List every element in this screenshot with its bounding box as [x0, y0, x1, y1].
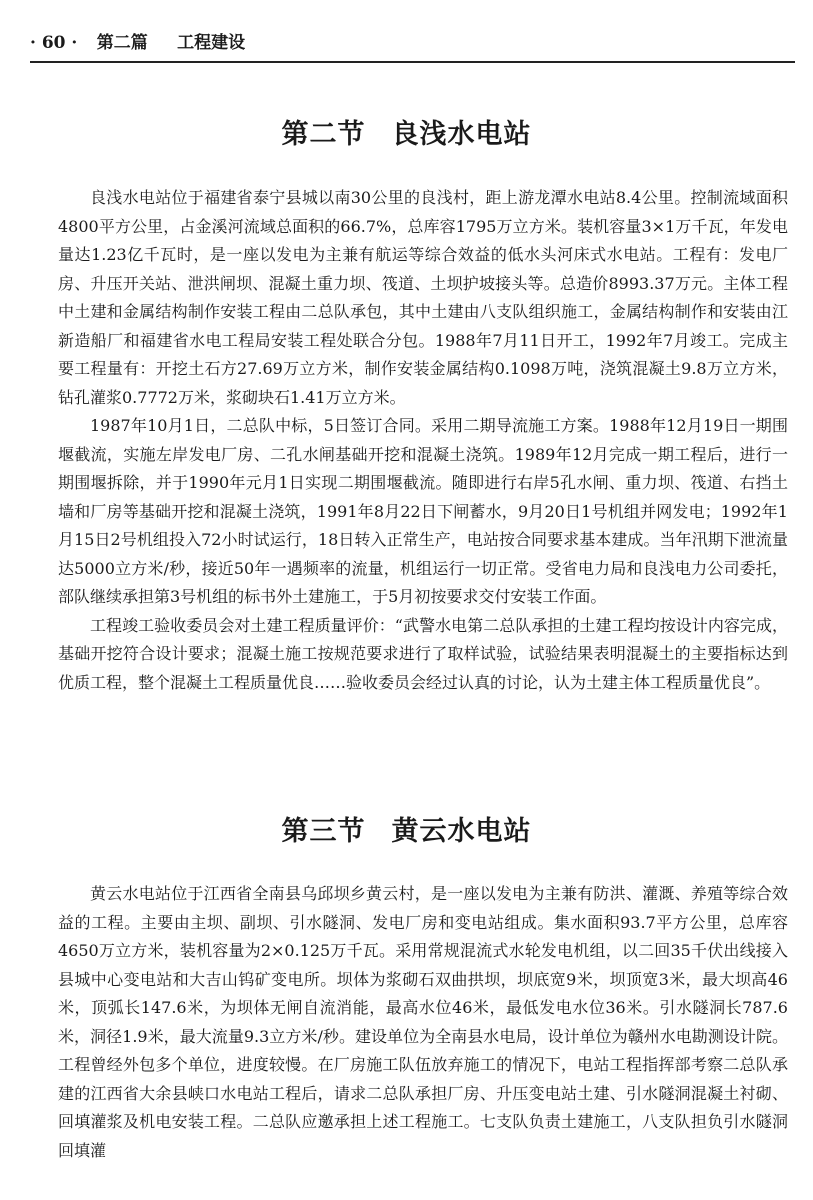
part-title: 第二篇	[96, 33, 148, 53]
running-head	[30, 30, 790, 56]
paragraph: 良浅水电站位于福建省泰宁县城以南30公里的良浅村，距上游龙潭水电站8.4公里。控制流域面积4800平方公里，占金溪河流域总面积的66.7%，总库容1795万立方米。装机容量3×1万千瓦，年发电量达1.23亿千瓦时，是一座以发电为主兼有航运等综合效益的低水头河床式水电站。工程有：发电厂房、升压开关站、泄洪闸坝、混凝土重力坝、筏道、土坝护坡接头等。总造价8993.37万元。主体工程中土建和金属结构制作安装工程由二总队承包，其中土建由八支队组织施工，金属结构制作和安装由江新造船厂和福建省水电工程局安装工程处联合分包。1988年7月11日开工，1992年7月竣工。完成主要工程量有：开挖土石方27.69万立方米，制作安装金属结构0.1098万吨，浇筑混凝土9.8万立方米，钻孔灌浆0.7772万米，浆砌块石1.41万立方米。	[58, 188, 788, 407]
section-3-heading	[0, 814, 813, 850]
section-2-title: 良浅水电站	[391, 119, 532, 150]
section-2-heading	[0, 117, 813, 153]
header-rule	[30, 61, 795, 63]
section-3-title: 黄云水电站	[391, 816, 532, 847]
paragraph: 工程竣工验收委员会对土建工程质量评价：“武警水电第二总队承担的土建工程均按设计内容完成，基础开挖符合设计要求；混凝土施工按规范要求进行了取样试验，试验结果表明混凝土的主要指标达到优质工程，整个混凝土工程质量优良……验收委员会经过认真的讨论，认为土建主体工程质量优良”。	[58, 615, 788, 692]
section-2-label: 第二节	[281, 119, 366, 150]
page-number: · 60 ·	[30, 33, 78, 53]
paragraph: 黄云水电站位于江西省全南县乌邱坝乡黄云村，是一座以发电为主兼有防洪、灌溉、养殖等综合效益的工程。主要由主坝、副坝、引水隧洞、发电厂房和变电站组成。集水面积93.7平方公里，总库容4650万立方米，装机容量为2×0.125万千瓦。采用常规混流式水轮发电机组，以二回35千伏出线接入县城中心变电站和大吉山钨矿变电所。坝体为浆砌石双曲拱坝，坝底宽9米，坝顶宽3米，最大坝高46米，顶弧长147.6米，为坝体无闸自流消能，最高水位46米，最低发电水位36米。引水隧洞长787.6米，洞径1.9米，最大流量9.3立方米/秒。建设单位为全南县水电局，设计单位为赣州水电勘测设计院。工程曾经外包多个单位，进度较慢。在厂房施工队伍放弃施工的情况下，电站工程指挥部考察二总队承建的江西省大余县峡口水电站工程后，请求二总队承担厂房、升压变电站土建、引水隧洞混凝土衬砌、回填灌浆及机电安装工程。二总队应邀承担上述工程施工。七支队负责土建施工，八支队担负引水隧洞回填灌	[58, 884, 788, 1160]
section-2-body	[58, 184, 788, 697]
chapter-title: 工程建设	[177, 33, 246, 53]
section-3-body	[58, 880, 788, 1165]
section-3-label: 第三节	[281, 816, 366, 847]
paragraph: 1987年10月1日，二总队中标，5日签订合同。采用二期导流施工方案。1988年12月19日一期围堰截流，实施左岸发电厂房、二孔水闸基础开挖和混凝土浇筑。1989年12月完成一期工程后，进行一期围堰拆除，并于1990年元月1日实现二期围堰截流。随即进行右岸5孔水闸、重力坝、筏道、右挡土墙和厂房等基础开挖和混凝土浇筑，1991年8月22日下闸蓄水，9月20日1号机组并网发电；1992年1月15日2号机组投入72小时试运行，18日转入正常生产，电站按合同要求基本建成。当年汛期下泄流量达5000立方米/秒，接近50年一遇频率的流量，机组运行一切正常。受省电力局和良浅电力公司委托，部队继续承担第3号机组的标书外土建施工，于5月初按要求交付安装工作面。	[58, 416, 788, 606]
